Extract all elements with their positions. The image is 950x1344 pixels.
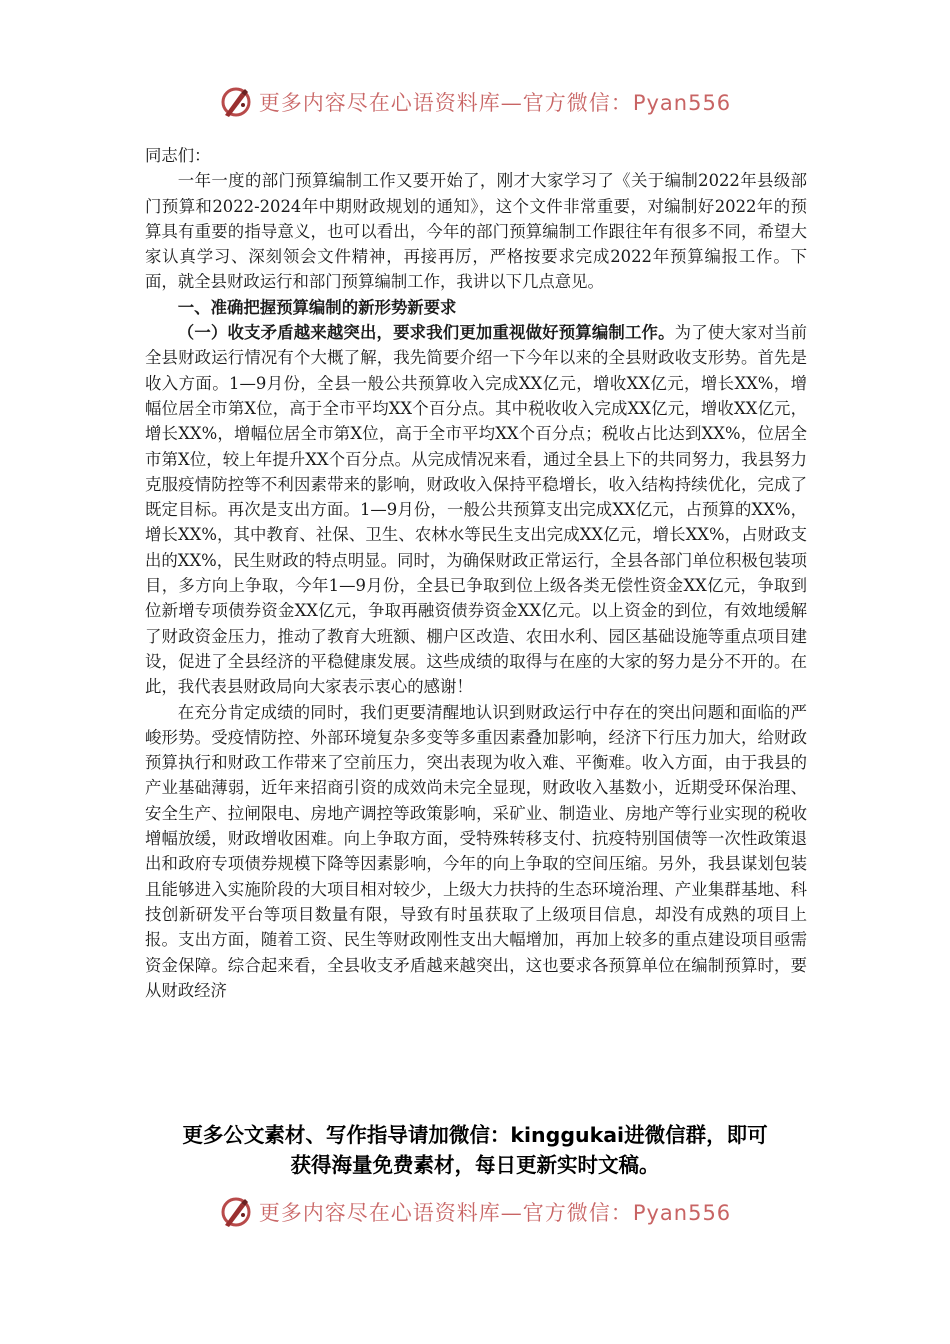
banner-wechat-id: Pyan556 [632,1201,732,1225]
banner-text [259,87,731,117]
header-banner [0,80,950,124]
section-heading-1: 一、准确把握预算编制的新形势新要求 [177,297,457,317]
subsection-heading-1: （一）收支矛盾越来越突出，要求我们更加重视做好预算编制工作。 [177,323,675,343]
pen-logo-icon [219,1195,253,1229]
body-paragraph-3: 在充分肯定成绩的同时，我们更要清醒地认识到财政运行中存在的突出问题和面临的严峻形势。受疫情防控、外部环境复杂多变等多重因素叠加影响，经济下行压力加大，给财政预算执行和财政工作带来了空前压力，突出表现为收入难、平衡难。收入方面，由于我县的产业基础薄弱，近年来招商引资的成效尚未完全显现，财政收入基数小，近期受环保治理、安全生产、拉闸限电、房地产调控等政策影响，采矿业、制造业、房地产等行业实现的税收增幅放缓，财政增收困难。向上争取方面，受特殊转移支付、抗疫特别国债等一次性政策退出和政府专项债券规模下降等因素影响，今年的向上争取的空间压缩。另外，我县谋划包装且能够进入实施阶段的大项目相对较少，上级大力扶持的生态环境治理、产业集群基地、科技创新研发平台等项目数量有限，导致有时虽获取了上级项目信息，却没有成熟的项目上报。支出方面，随着工资、民生等财政刚性支出大幅增加，再加上较多的重点建设项目亟需资金保障。综合起来看，全县收支矛盾越来越突出，这也要求各预算单位在编制预算时，要从财政经济 [145,702,807,1000]
promo-notice [130,1120,820,1180]
intro-paragraph: 一年一度的部门预算编制工作又要开始了，刚才大家学习了《关于编制2022年县级部门预算和2022-2024年中期财政规划的通知》，这个文件非常重要，对编制好2022年的预算具有重要的指导意义，也可以看出，今年的部门预算编制工作跟往年有很多不同，希望大家认真学习、深刻领会文件精神，再接再厉，严格按要求完成2022年预算编报工作。下面，就全县财政运行和部门预算编制工作，我讲以下几点意见。 [145,171,807,292]
promo-line-2: 获得海量免费素材，每日更新实时文稿。 [290,1153,660,1177]
banner-slogan: 更多内容尽在心语资料库—官方微信： [258,1201,633,1225]
pen-logo-icon [219,85,253,119]
subsection-paragraph-1 [145,320,807,699]
promo-line-1: 更多公文素材、写作指导请加微信：kinggukai进微信群，即可 [182,1123,768,1147]
banner-text [259,1197,731,1227]
subsection-body-1: 为了使大家对当前全县财政运行情况有个大概了解，我先简要介绍一下今年以来的全县财政收支形势。首先是收入方面。1—9月份，全县一般公共预算收入完成XX亿元，增收XX亿元，增长XX%，增幅位居全市第X位，高于全市平均XX个百分点。其中税收收入完成XX亿元，增收XX亿元，增长XX%，增幅位居全市第X位，高于全市平均XX个百分点；税收占比达到XX%，位居全市第X位，较上年提升XX个百分点。从完成情况来看，通过全县上下的共同努力，我县努力克服疫情防控等不利因素带来的影响，财政收入保持平稳增长，收入结构持续优化，完成了既定目标。再次是支出方面。1—9月份，一般公共预算支出完成XX亿元，占预算的XX%，增长XX%，其中教育、社保、卫生、农林水等民生支出完成XX亿元，增长XX%，占财政支出的XX%，民生财政的特点明显。同时，为确保财政正常运行，全县各部门单位积极包装项目，多方向上争取，今年1—9月份，全县已争取到位上级各类无偿性资金XX亿元，争取到位新增专项债券资金XX亿元，争取再融资债券资金XX亿元。以上资金的到位，有效地缓解了财政资金压力，推动了教育大班额、棚户区改造、农田水利、园区基础设施等重点项目建设，促进了全县经济的平稳健康发展。这些成绩的取得与在座的大家的努力是分不开的。在此，我代表县财政局向大家表示衷心的感谢！ [145,323,807,697]
banner-slogan: 更多内容尽在心语资料库—官方微信： [258,91,633,115]
footer-banner [0,1190,950,1234]
banner-wechat-id: Pyan556 [632,91,732,115]
salutation: 同志们： [145,146,211,165]
document-body [145,143,807,1003]
